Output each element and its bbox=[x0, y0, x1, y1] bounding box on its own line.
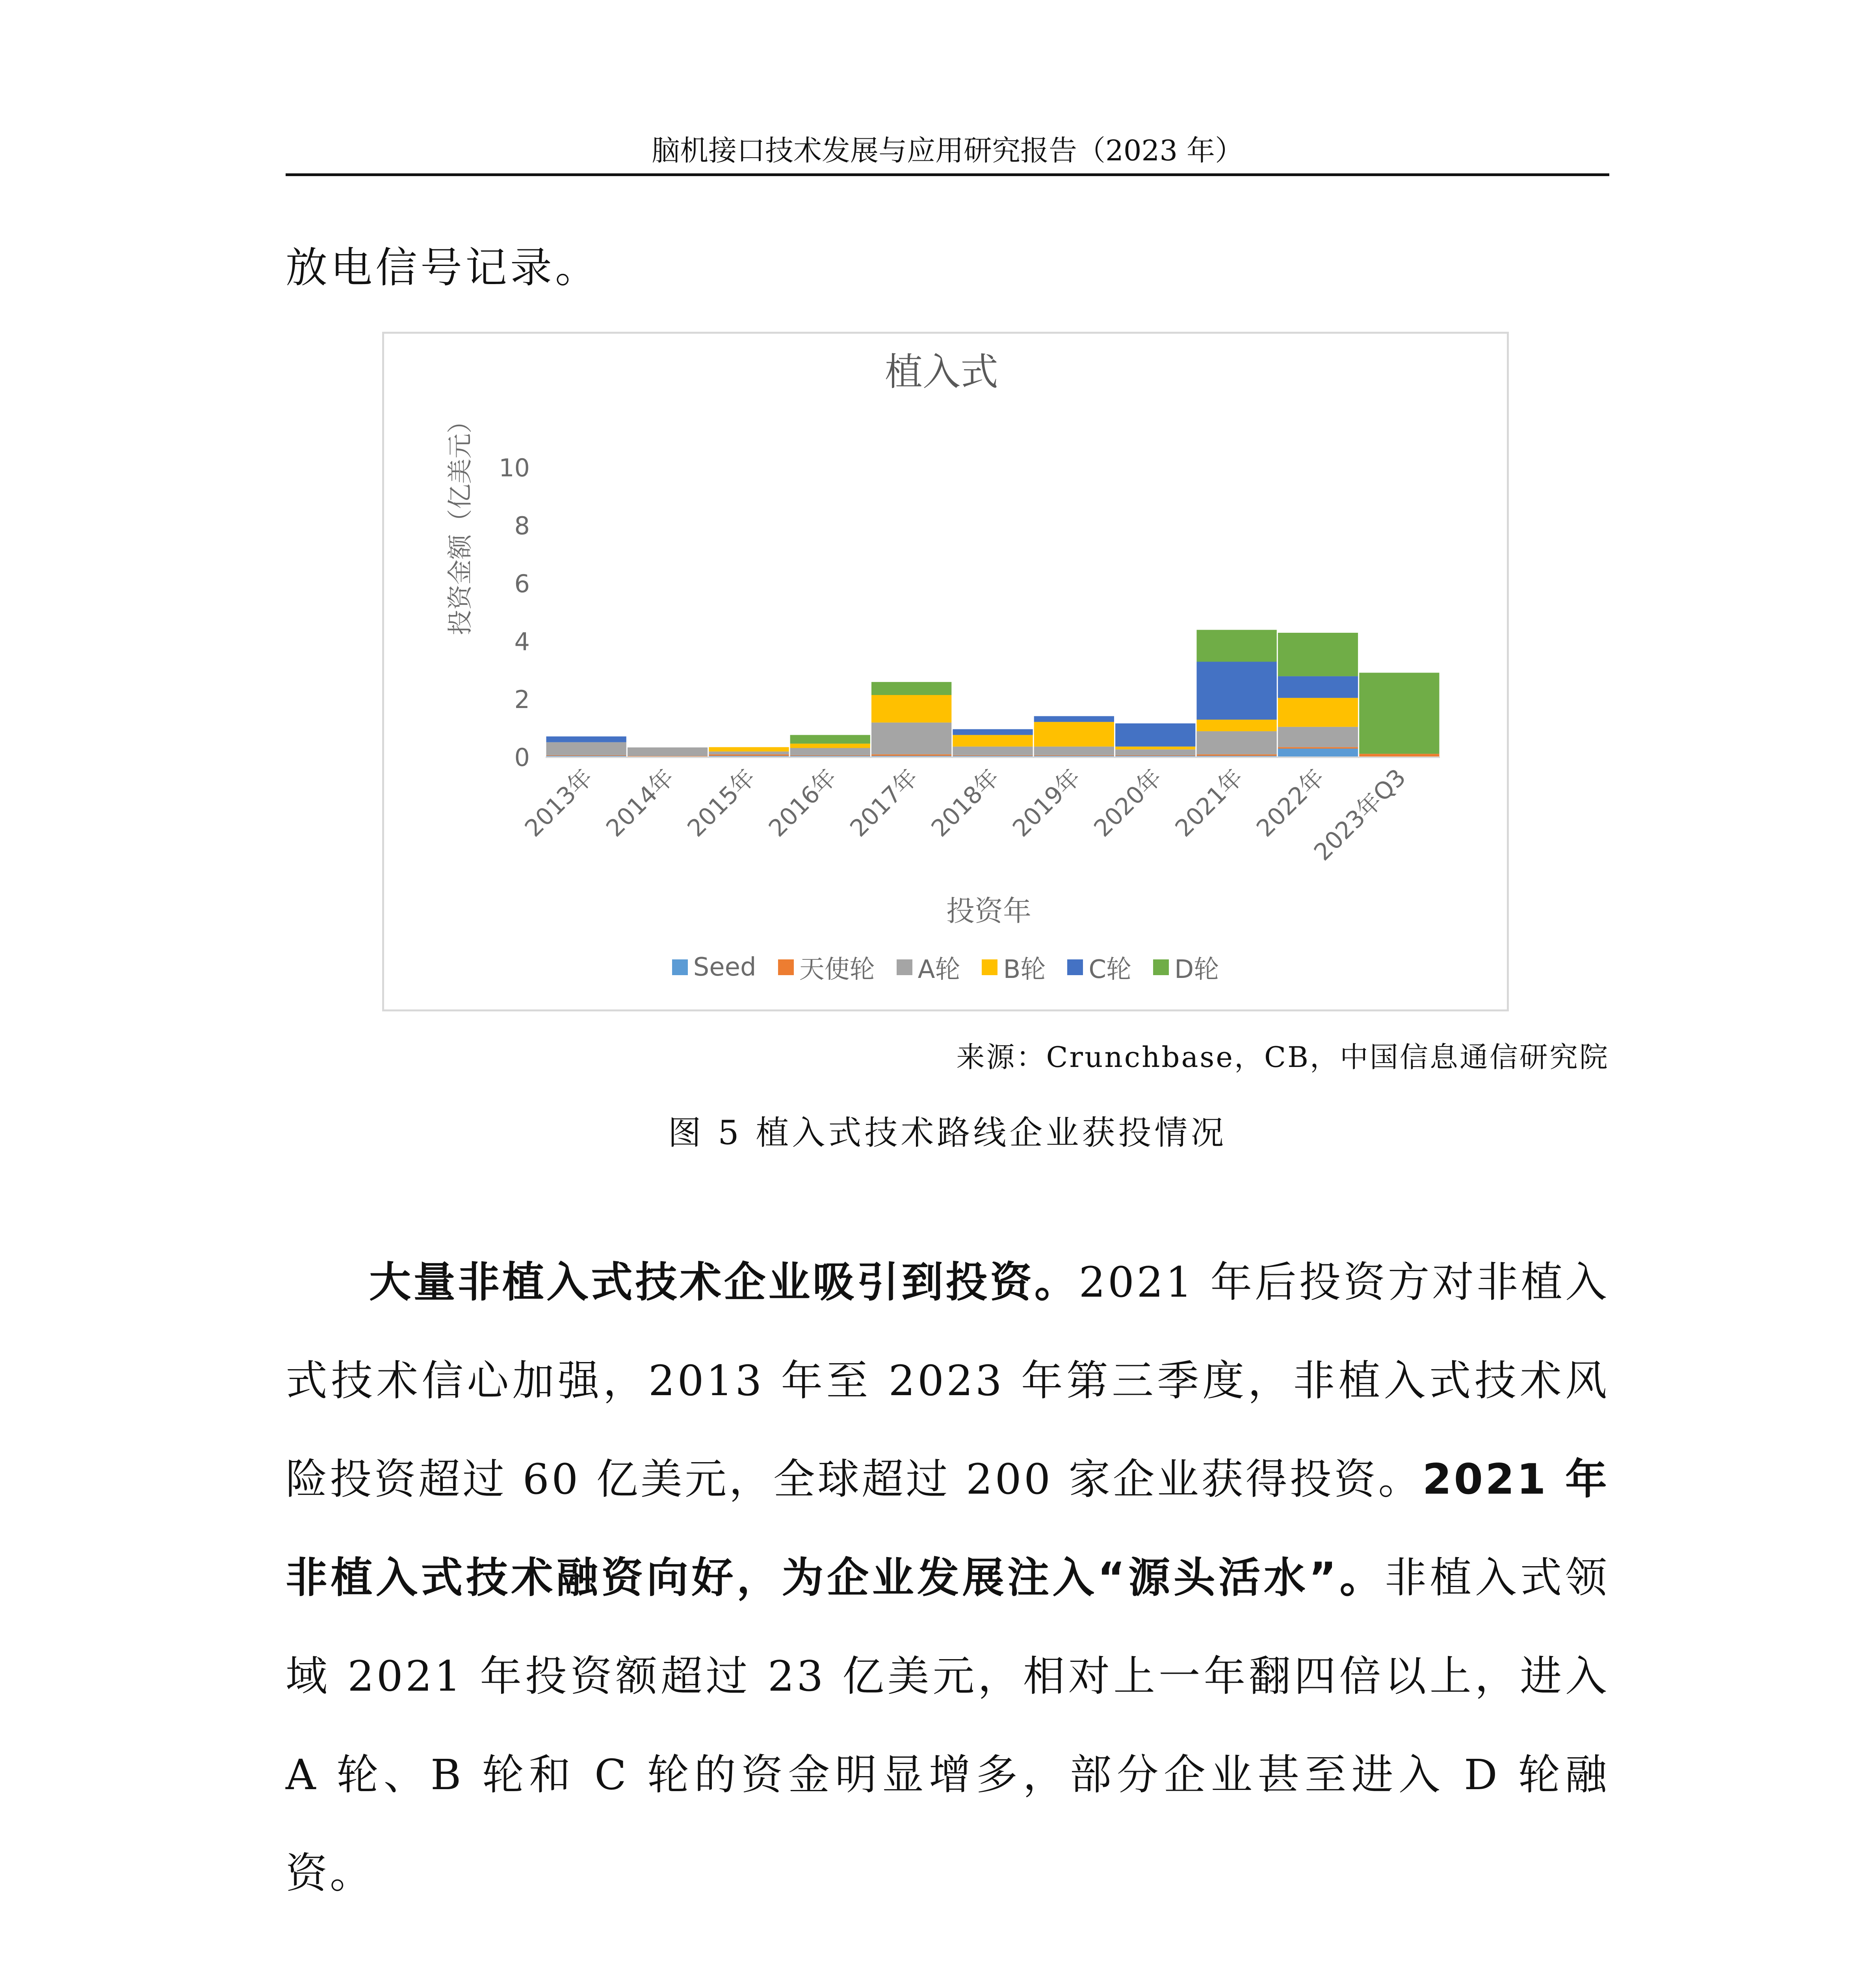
figure-source: 来源：Crunchbase，CB，中国信息通信研究院 bbox=[956, 1041, 1609, 1074]
x-tick-label: 2021年 bbox=[1170, 764, 1249, 843]
bar-segment bbox=[790, 735, 870, 743]
y-tick-label: 10 bbox=[499, 453, 530, 482]
x-tick-label: 2015年 bbox=[682, 764, 761, 843]
bar-segment bbox=[953, 729, 1033, 735]
bar-segment bbox=[1115, 749, 1195, 755]
legend-item bbox=[982, 949, 1046, 985]
legend-swatch bbox=[982, 959, 997, 975]
x-tick-label: 2019年 bbox=[1007, 764, 1086, 843]
lead-text: 放电信号记录。 bbox=[286, 243, 600, 292]
bar-segment bbox=[871, 682, 951, 695]
bar-segment bbox=[1197, 720, 1277, 731]
bar-segment bbox=[871, 755, 951, 756]
bar-segment bbox=[546, 736, 626, 742]
legend-swatch bbox=[1067, 959, 1083, 975]
bar-segment bbox=[1197, 755, 1277, 756]
legend-swatch bbox=[778, 959, 794, 975]
bar-segment bbox=[790, 744, 870, 748]
x-tick-label: 2022年 bbox=[1251, 764, 1330, 843]
x-tick-label: 2023年Q3 bbox=[1309, 764, 1412, 866]
x-tick-label: 2016年 bbox=[763, 764, 842, 843]
bar-segment bbox=[546, 742, 626, 755]
legend-label: A轮 bbox=[918, 955, 960, 984]
bar-segment bbox=[1359, 673, 1439, 754]
bar-segment bbox=[953, 735, 1033, 746]
bar-segment bbox=[1197, 662, 1277, 720]
x-axis-label: 投资年 bbox=[946, 894, 1032, 927]
bar-segment bbox=[1034, 747, 1114, 755]
figure-caption: 图 5 植入式技术路线企业获投情况 bbox=[668, 1113, 1227, 1152]
y-tick-label: 4 bbox=[514, 627, 530, 656]
bar-segment bbox=[790, 748, 870, 755]
bar-segment bbox=[1278, 749, 1358, 757]
bar-stack-group bbox=[546, 630, 1440, 757]
body-text bbox=[286, 1233, 1609, 1923]
bar-segment bbox=[953, 755, 1033, 756]
bar-segment bbox=[628, 747, 708, 756]
bar-segment bbox=[1278, 698, 1358, 727]
legend-label: 天使轮 bbox=[799, 955, 875, 984]
bar-segment bbox=[709, 751, 789, 754]
legend-label: B轮 bbox=[1003, 955, 1046, 984]
bar-segment bbox=[871, 723, 951, 755]
x-tick-label: 2014年 bbox=[601, 764, 680, 843]
legend-item bbox=[1153, 949, 1219, 985]
y-axis-ticks bbox=[499, 453, 530, 772]
legend-label: C轮 bbox=[1088, 955, 1132, 984]
bar-segment bbox=[1115, 755, 1195, 756]
chart-title: 植入式 bbox=[885, 350, 998, 394]
legend-item bbox=[1067, 949, 1131, 985]
legend-item bbox=[672, 953, 756, 982]
paragraph bbox=[286, 1233, 1609, 1923]
y-tick-label: 6 bbox=[514, 569, 530, 598]
bar-segment bbox=[709, 747, 789, 751]
x-tick-label: 2017年 bbox=[845, 764, 924, 843]
paragraph-text-continued: 非植入式领域 2021 年投资额超过 23 亿美元，相对上一年翻四倍以上，进入 A 轮、B 轮和 C 轮的资金明显增多，部分企业甚至进入 D 轮融资。 bbox=[286, 1554, 1609, 1898]
bar-segment bbox=[1359, 754, 1439, 756]
x-tick-label: 2018年 bbox=[926, 764, 1005, 843]
bar-segment bbox=[1115, 723, 1195, 747]
x-tick-label: 2013年 bbox=[519, 764, 598, 843]
y-tick-label: 2 bbox=[514, 685, 530, 714]
bar-segment bbox=[1278, 633, 1358, 676]
bar-segment bbox=[871, 695, 951, 723]
paragraph-text: 2021 年后投资方对非植入式技术信心加强，2013 年至 2023 年第三季度，非植入式技术风险投资超过 60 亿美元，全球超过 200 家企业获得投资。 bbox=[286, 1258, 1609, 1504]
chart-legend bbox=[384, 950, 1507, 985]
bar-segment bbox=[1115, 747, 1195, 749]
x-tick-label: 2020年 bbox=[1088, 764, 1168, 843]
bar-segment bbox=[1197, 630, 1277, 662]
bar-segment bbox=[1034, 755, 1114, 756]
bar-segment bbox=[1278, 727, 1358, 747]
bar-segment bbox=[1197, 731, 1277, 755]
legend-item bbox=[778, 949, 875, 985]
legend-swatch bbox=[897, 959, 912, 975]
y-tick-label: 0 bbox=[514, 743, 530, 772]
bar-segment bbox=[1034, 716, 1114, 722]
bar-segment bbox=[546, 755, 626, 756]
legend-swatch bbox=[1153, 959, 1169, 975]
legend-swatch bbox=[672, 959, 688, 975]
chart-frame bbox=[382, 332, 1509, 1011]
legend-label: Seed bbox=[693, 953, 756, 982]
bold-lead: 大量非植入式技术企业吸引到投资。 bbox=[369, 1258, 1079, 1307]
bar-segment bbox=[709, 755, 789, 756]
y-tick-label: 8 bbox=[514, 511, 530, 540]
bold-statement: 2021 年非植入式技术融资向好，为企业发展注入“源头活水”。 bbox=[286, 1455, 1609, 1602]
bar-segment bbox=[953, 747, 1033, 755]
x-axis-ticks bbox=[520, 764, 1412, 866]
bar-segment bbox=[1034, 722, 1114, 747]
bar-segment bbox=[1278, 676, 1358, 698]
bar-segment bbox=[790, 755, 870, 756]
bar-segment bbox=[1278, 747, 1358, 749]
header-rule bbox=[286, 173, 1609, 176]
y-axis-label: 投资金额（亿美元） bbox=[446, 408, 475, 635]
legend-label: D轮 bbox=[1174, 955, 1219, 984]
legend-item bbox=[897, 949, 960, 985]
running-header: 脑机接口技术发展与应用研究报告（2023 年） bbox=[651, 134, 1244, 167]
investment-chart bbox=[384, 334, 1507, 1009]
